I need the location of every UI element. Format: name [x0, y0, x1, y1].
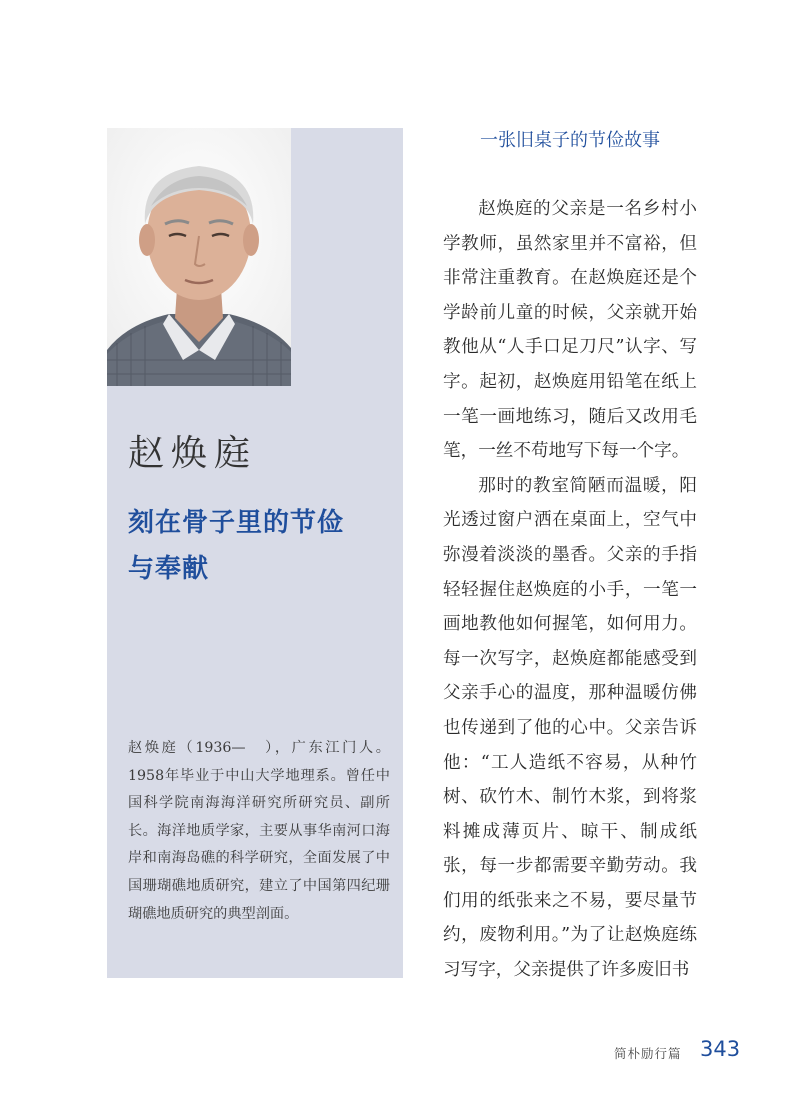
- article-body: [443, 192, 697, 988]
- page-number: 343: [700, 1037, 741, 1061]
- footer-section-title: 简朴励行篇: [614, 1046, 682, 1061]
- subtitle-line-1: 刻在骨子里的节俭: [128, 508, 345, 538]
- profile-subtitle: [128, 500, 388, 592]
- subtitle-line-2: 与奉献: [128, 554, 210, 584]
- person-bio: 赵焕庭（1936— ），广东江门人。1958年毕业于中山大学地理系。曾任中国科学院南海海洋研究所研究员、副所长。海洋地质学家，主要从事华南河口海岸和南海岛礁的科学研究，全面发展了中国珊瑚礁地质研究，建立了中国第四纪珊瑚礁地质研究的典型剖面。: [128, 740, 390, 922]
- person-name: 赵焕庭: [128, 433, 258, 474]
- article-paragraph: 赵焕庭的父亲是一名乡村小学教师，虽然家里并不富裕，但非常注重教育。在赵焕庭还是个学龄前儿童的时候，父亲就开始教他从“人手口足刀尺”认字、写字。起初，赵焕庭用铅笔在纸上一笔一画地练习，随后又改用毛笔，一丝不苟地写下每一个字。: [443, 199, 697, 462]
- article-title: 一张旧桌子的节俭故事: [480, 130, 660, 151]
- article-paragraph: 那时的教室简陋而温暖，阳光透过窗户洒在桌面上，空气中弥漫着淡淡的墨香。父亲的手指轻轻握住赵焕庭的小手，一笔一画地教他如何握笔，如何用力。每一次写字，赵焕庭都能感受到父亲手心的温度，那种温暖仿佛也传递到了他的心中。父亲告诉他：“工人造纸不容易，从种竹树、砍竹木、制竹木浆，到将浆料摊成薄页片、晾干、制成纸张，每一步都需要辛勤劳动。我们用的纸张来之不易，要尽量节约，废物利用。”为了让赵焕庭练习写字，父亲提供了许多废旧书: [443, 475, 697, 981]
- portrait-image: [107, 128, 291, 386]
- portrait-photo: [107, 128, 291, 386]
